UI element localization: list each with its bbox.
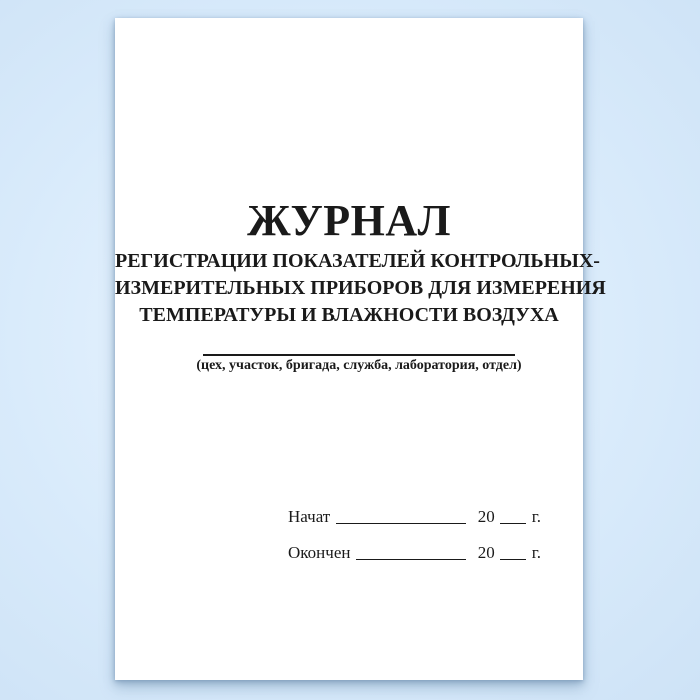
journal-cover-page: [115, 18, 606, 680]
end-date-fill-line: [356, 543, 465, 560]
end-year-suffix: г.: [531, 543, 541, 562]
end-date-row: [288, 543, 541, 563]
start-year-century: 20: [477, 507, 495, 526]
unit-hint-caption: (цех, участок, бригада, служба, лаборатория, отдел): [196, 358, 522, 373]
date-section: [288, 507, 541, 563]
unit-section: [125, 354, 593, 374]
end-year-fill-line: [500, 543, 526, 560]
end-year-century: 20: [477, 543, 495, 562]
journal-subtitle-line: ТЕМПЕРАТУРЫ И ВЛАЖНОСТИ ВОЗДУХА: [139, 304, 559, 326]
start-year-fill-line: [500, 507, 526, 524]
start-date-row: [288, 507, 541, 527]
start-date-label: Начат: [288, 507, 331, 526]
start-date-fill-line: [336, 507, 465, 524]
start-year-suffix: г.: [531, 507, 541, 526]
journal-subtitle-line: РЕГИСТРАЦИИ ПОКАЗАТЕЛЕЙ КОНТРОЛЬНЫХ-: [115, 250, 600, 272]
journal-subtitle-line: ИЗМЕРИТЕЛЬНЫХ ПРИБОРОВ ДЛЯ ИЗМЕРЕНИЯ: [115, 277, 606, 299]
unit-fill-line: [203, 354, 515, 356]
journal-title: ЖУРНАЛ: [247, 196, 451, 245]
end-date-label: Окончен: [288, 543, 351, 562]
journal-subtitle: [115, 248, 606, 329]
